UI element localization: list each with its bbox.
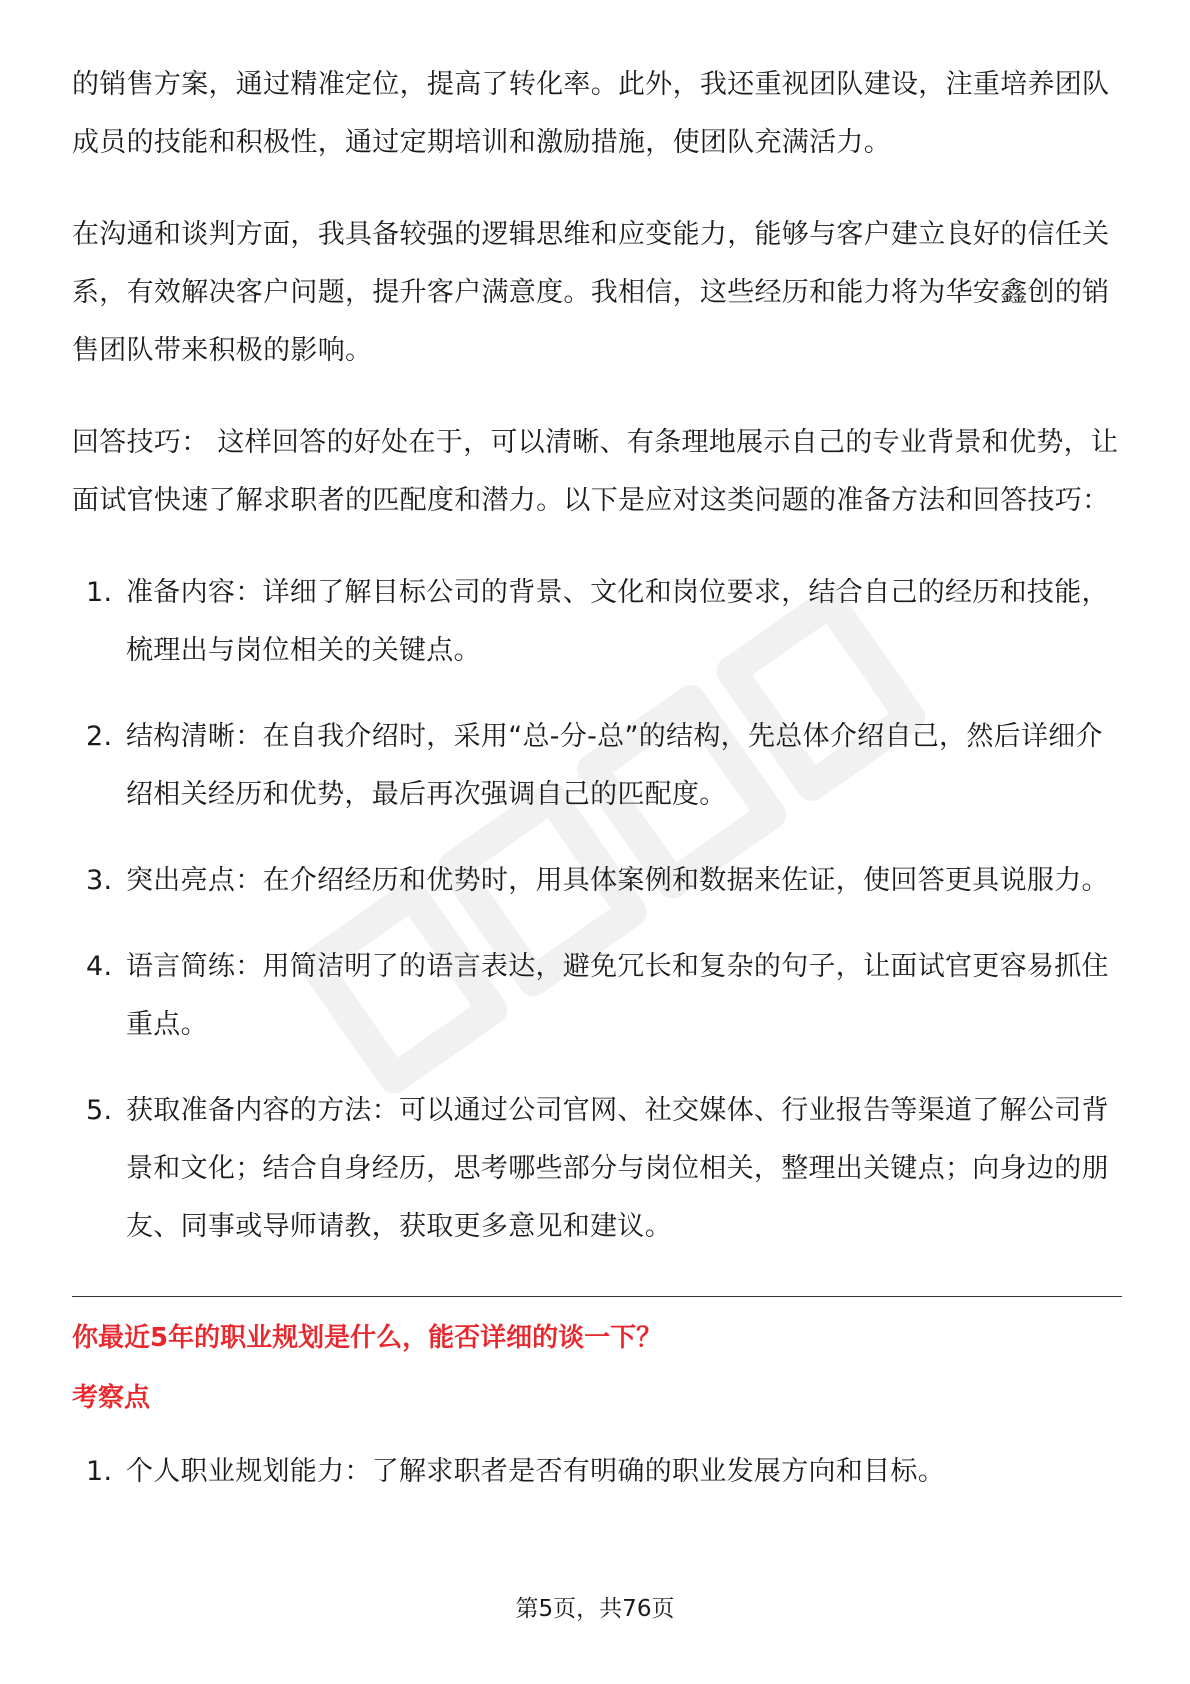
- list-item: [72, 938, 1122, 1054]
- list-item: [72, 708, 1122, 824]
- list-item: [72, 1082, 1122, 1256]
- main-content: [72, 56, 1122, 1529]
- question-heading: 你最近5年的职业规划是什么，能否详细的谈一下？: [72, 1323, 663, 1353]
- list-item-text: 个人职业规划能力：了解求职者是否有明确的职业发展方向和目标。: [126, 1456, 945, 1487]
- section-divider: [72, 1296, 1122, 1297]
- paragraph-answer-tips: 回答技巧： 这样回答的好处在于，可以清晰、有条理地展示自己的专业背景和优势，让面试官快速了解求职者的匹配度和潜力。以下是应对这类问题的准备方法和回答技巧：: [72, 427, 1119, 516]
- list-item-number: 1.: [86, 1456, 113, 1487]
- list-item-text: 准备内容：详细了解目标公司的背景、文化和岗位要求，结合自己的经历和技能，梳理出与岗位相关的关键点。: [126, 577, 1109, 666]
- list-item-number: 4.: [86, 951, 113, 982]
- assessment-points-label: 考察点: [72, 1383, 151, 1413]
- list-item-number: 1.: [86, 577, 113, 608]
- page-footer: 第5页，共76页: [515, 1596, 675, 1622]
- paragraph-sales-plan: 的销售方案，通过精准定位，提高了转化率。此外，我还重视团队建设，注重培养团队成员的技能和积极性，通过定期培训和激励措施，使团队充满活力。: [72, 69, 1110, 158]
- list-item: [72, 852, 1122, 910]
- paragraph-communication: 在沟通和谈判方面，我具备较强的逻辑思维和应变能力，能够与客户建立良好的信任关系，有效解决客户问题，提升客户满意度。我相信，这些经历和能力将为华安鑫创的销售团队带来积极的影响。: [72, 219, 1110, 366]
- list-item-number: 5.: [86, 1095, 113, 1126]
- list-item-text: 语言简练：用简洁明了的语言表达，避免冗长和复杂的句子，让面试官更容易抓住重点。: [126, 951, 1109, 1040]
- list-item-text: 突出亮点：在介绍经历和优势时，用具体案例和数据来佐证，使回答更具说服力。: [126, 865, 1109, 896]
- list-item-text: 结构清晰：在自我介绍时，采用“总-分-总”的结构，先总体介绍自己，然后详细介绍相关经历和优势，最后再次强调自己的匹配度。: [126, 721, 1103, 810]
- list-item-text: 获取准备内容的方法：可以通过公司官网、社交媒体、行业报告等渠道了解公司背景和文化；结合自身经历，思考哪些部分与岗位相关，整理出关键点；向身边的朋友、同事或导师请教，获取更多意见和建议。: [126, 1095, 1109, 1242]
- list-item: [72, 564, 1122, 680]
- list-item: [72, 1443, 1122, 1501]
- list-item-number: 2.: [86, 721, 113, 752]
- assessment-points-list: [72, 1443, 1122, 1501]
- tips-list: [72, 564, 1122, 1256]
- list-item-number: 3.: [86, 865, 113, 896]
